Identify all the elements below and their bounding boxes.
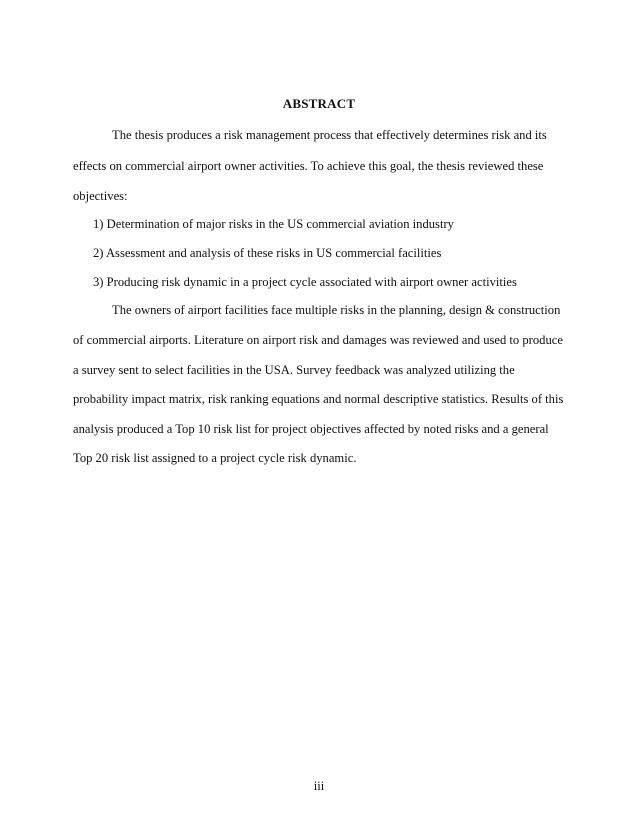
paragraph-1-line-3: objectives: <box>73 189 128 203</box>
paragraph-2-line-5: analysis produced a Top 10 risk list for project objectives affected by noted risks and a general <box>73 422 549 436</box>
paragraph-2-line-6: Top 20 risk list assigned to a project cycle risk dynamic. <box>73 451 357 465</box>
objective-item-2: 2) Assessment and analysis of these risks in US commercial facilities <box>93 246 442 260</box>
paragraph-2-line-4: probability impact matrix, risk ranking equations and normal descriptive statistics. Results of this <box>73 392 564 406</box>
paragraph-1-line-2: effects on commercial airport owner activities. To achieve this goal, the thesis reviewed these <box>73 159 544 173</box>
objective-item-3: 3) Producing risk dynamic in a project cycle associated with airport owner activities <box>93 275 517 289</box>
paragraph-2-line-3: a survey sent to select facilities in the USA. Survey feedback was analyzed utilizing the <box>73 363 515 377</box>
abstract-heading: ABSTRACT <box>282 96 356 111</box>
objective-item-1: 1) Determination of major risks in the US commercial aviation industry <box>93 217 454 231</box>
page-number: iii <box>313 779 325 793</box>
paragraph-2-line-1: The owners of airport facilities face multiple risks in the planning, design & construction <box>112 303 561 317</box>
paragraph-2-line-2: of commercial airports. Literature on airport risk and damages was reviewed and used to produce <box>73 333 563 347</box>
paragraph-1-line-1: The thesis produces a risk management process that effectively determines risk and its <box>112 128 547 142</box>
